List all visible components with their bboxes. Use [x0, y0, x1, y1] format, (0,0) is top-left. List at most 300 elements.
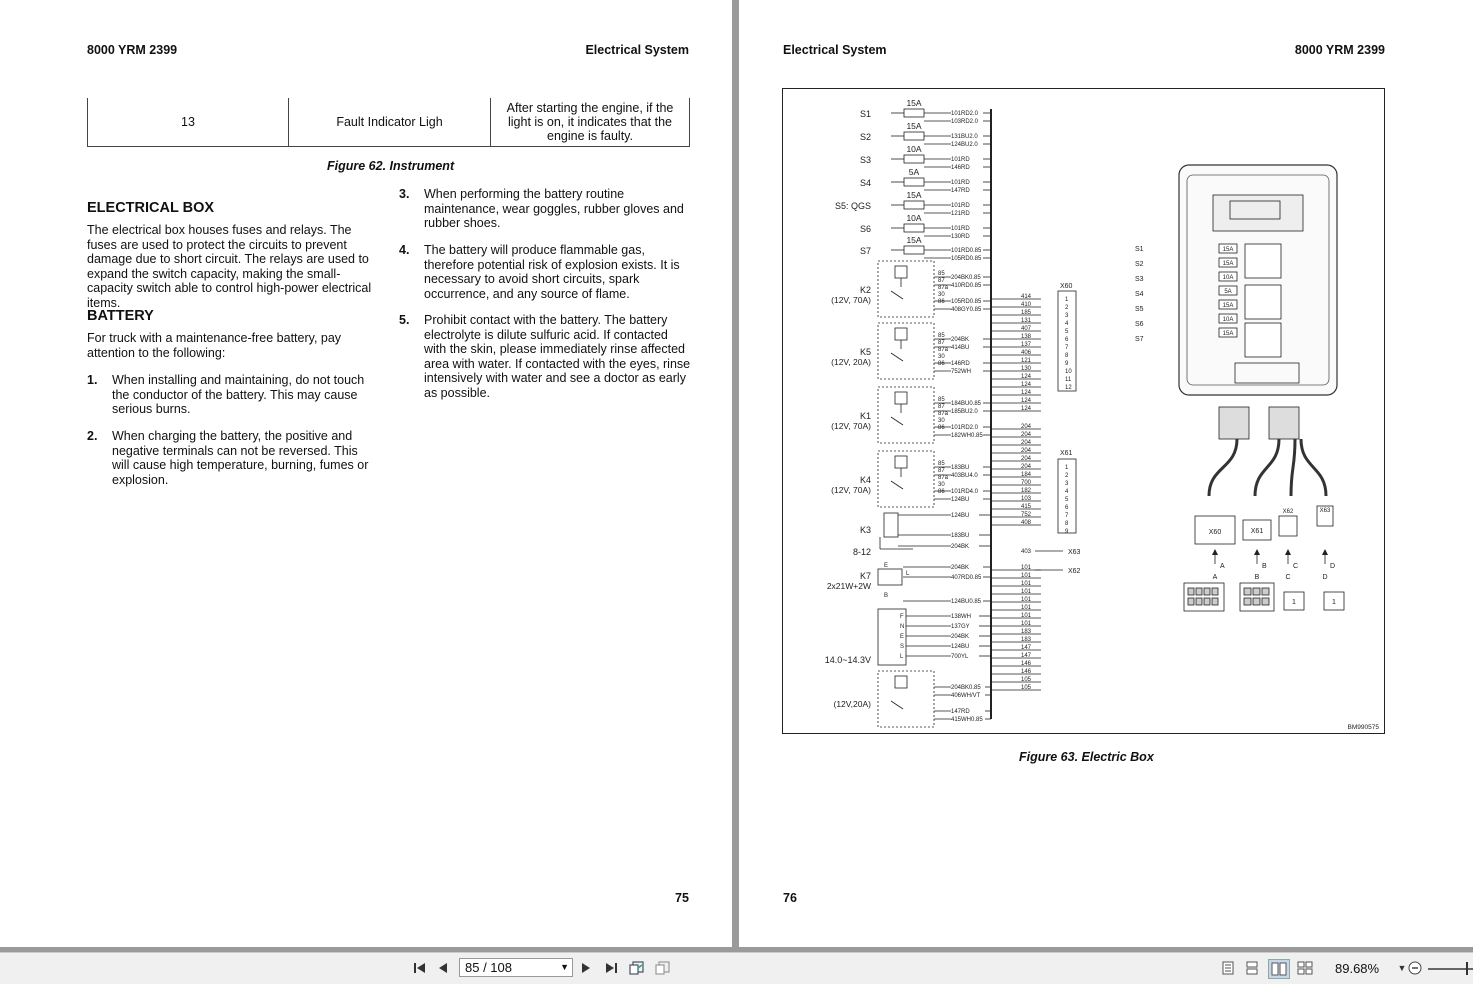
right-page	[739, 0, 1473, 947]
relay-wire-label: 408GY0.85	[951, 307, 982, 313]
connector-arrow-head	[1212, 549, 1218, 555]
pinface-a-pin	[1212, 588, 1218, 595]
fuse-wire-label: 101RD	[951, 203, 970, 209]
connector-x61-label: X61	[1250, 528, 1264, 535]
zoom-slider-handle[interactable]	[1466, 962, 1468, 975]
x60-wire-number: 414	[1021, 294, 1032, 300]
x61-label: X61	[1060, 450, 1073, 457]
relay-pin-label: 87a	[938, 285, 949, 291]
fuse-wire-label: 105RD0.85	[951, 256, 982, 262]
fuse-label: S6	[859, 224, 871, 234]
pinface-a-pin	[1204, 588, 1210, 595]
relay-pin-label: 87	[938, 278, 945, 284]
relay-coil	[895, 392, 907, 404]
fuse-wire-label: 147RD	[951, 188, 970, 194]
x62-wire-number: 101	[1021, 597, 1032, 603]
relay-wire-label: 410RD0.85	[951, 283, 982, 289]
x60-pin: 3	[1065, 313, 1069, 319]
connector-letter: B	[1262, 563, 1267, 570]
harness-cable	[1209, 439, 1237, 496]
x60-label: X60	[1060, 283, 1073, 290]
list-item-text: When charging the battery, the positive and negative terminals can not be reversed. This will cause high temperature, burning, fumes or explosion.	[112, 429, 369, 487]
box-fuse-label: S6	[1135, 321, 1144, 328]
relay-coil	[895, 676, 907, 688]
first-page-icon[interactable]	[411, 959, 429, 977]
electric-box-figure	[782, 88, 1385, 734]
box-fuse-rating: 15A	[1222, 331, 1234, 337]
fuse-icon	[904, 155, 924, 163]
x62-wire-number: 146	[1021, 661, 1032, 667]
relay-pin-label: 30	[938, 418, 945, 424]
previous-page-icon[interactable]	[434, 959, 452, 977]
x61-pin: 1	[1065, 465, 1069, 471]
connector-x62-label: X62	[1282, 509, 1294, 515]
list-item-text: When installing and maintaining, do not touch the conductor of the battery. This may cause serious burns.	[112, 373, 365, 416]
left-header-doc-id: 8000 YRM 2399	[87, 43, 178, 57]
relay-outline	[878, 671, 934, 727]
relay-wire-label: 105RD0.85	[951, 299, 982, 305]
fuse-label: S7	[859, 246, 871, 256]
x61-wire-number: 204	[1021, 464, 1032, 470]
fuse-icon	[904, 201, 924, 209]
x60-pin: 6	[1065, 337, 1069, 343]
x63-wire-number: 403	[1021, 549, 1032, 555]
relay-pin-label: 86	[938, 361, 945, 367]
fuse-wire-label: 131BU2.0	[951, 134, 978, 140]
x62-wire-number: 101	[1021, 613, 1032, 619]
x61-wire-number: 184	[1021, 472, 1032, 478]
fuse-wire-label: 124BU2.0	[951, 142, 978, 148]
x61-pin: 7	[1065, 513, 1069, 519]
k3-name: K3	[859, 525, 871, 535]
x60-wire-number: 131	[1021, 318, 1032, 324]
relay-wire-label: 752WH	[951, 369, 972, 375]
zoom-out-icon[interactable]	[1406, 959, 1424, 977]
regulator-pin-label: S	[900, 644, 905, 650]
cable-gland	[1269, 407, 1299, 439]
pinface-b-pin	[1253, 588, 1260, 595]
x61-wire-number: 408	[1021, 520, 1032, 526]
relay-outline	[878, 451, 934, 507]
list-item-text: When performing the battery routine maintenance, wear goggles, rubber gloves and rubber shoes.	[424, 187, 684, 230]
flasher-wire-label: 407RD0.85	[951, 575, 982, 581]
flasher-name: K7	[859, 571, 871, 581]
relay-outline	[878, 323, 934, 379]
cable-gland	[1219, 407, 1249, 439]
electrical-box-heading: ELECTRICAL BOX	[87, 200, 215, 216]
connector-letter: A	[1220, 563, 1225, 570]
relay-pin-label: 30	[938, 354, 945, 360]
harness-cable	[1255, 439, 1279, 496]
x62-wire-number: 101	[1021, 565, 1032, 571]
relay-contact	[891, 291, 903, 299]
pinface-a-pin	[1212, 598, 1218, 605]
x62-wire-number: 183	[1021, 637, 1032, 643]
relay-pin-label: 86	[938, 489, 945, 495]
relay-wire-label: 101RD4.0	[951, 489, 979, 495]
fuse-icon	[904, 109, 924, 117]
x62-wire-number: 183	[1021, 629, 1032, 635]
regulator-wire-label: 138WH	[951, 614, 972, 620]
x60-wire-number: 406	[1021, 350, 1032, 356]
connector-letter: C	[1293, 563, 1299, 570]
x62-wire-number: 105	[1021, 685, 1032, 691]
continuous-facing-view-icon[interactable]	[1296, 959, 1314, 977]
continuous-view-icon[interactable]	[1243, 959, 1261, 977]
relay-pin-label: 30	[938, 482, 945, 488]
relay-pin-label: 87	[938, 404, 945, 410]
relay-wire-label: 204BK	[951, 337, 970, 343]
flasher-icon	[878, 569, 902, 585]
box-relay-slot	[1245, 285, 1281, 319]
box-relay-slot	[1245, 323, 1281, 357]
x61-wire-number: 204	[1021, 424, 1032, 430]
go-forward-view-icon[interactable]	[654, 959, 672, 977]
x60-pin: 4	[1065, 321, 1069, 327]
relay-name: K5	[859, 347, 871, 357]
fuse-icon	[904, 224, 924, 232]
regulator-wire-label: 700YL	[951, 654, 969, 660]
connector-letter: A	[1212, 574, 1218, 581]
relay-wire-label: 204BK0.85	[951, 685, 981, 691]
relay-pin-label: 85	[938, 461, 945, 467]
pinface-a-pin	[1204, 598, 1210, 605]
left-header-section: Electrical System	[585, 43, 689, 57]
fuse-label: S4	[859, 178, 871, 188]
x61-wire-number: 204	[1021, 432, 1032, 438]
facing-pages-view-icon[interactable]	[1268, 959, 1290, 979]
fuse-wire-label: 101RD0.85	[951, 248, 982, 254]
connector-x63-label: X63	[1319, 508, 1331, 514]
battery-intro: For truck with a maintenance-free battery, pay attention to the following:	[87, 331, 342, 360]
x61-wire-number: 103	[1021, 496, 1032, 502]
x61-wire-number: 204	[1021, 440, 1032, 446]
box-fuse-rating: 15A	[1222, 303, 1234, 309]
x61-wire-number: 752	[1021, 512, 1032, 518]
fuse-wire-label: 101RD	[951, 226, 970, 232]
electrical-box-paragraph: The electrical box houses fuses and relays. The fuses are used to protect the circuits to prevent damage due to short circuit. The relays are used to expand the switch capacity, making the small-capacity switch able to control high-power electrical items.	[87, 223, 372, 310]
relay-wire-label: 101RD2.0	[951, 425, 979, 431]
x60-wire-number: 137	[1021, 342, 1032, 348]
fuse-rating: 5A	[908, 167, 920, 177]
fuse-icon	[904, 246, 924, 254]
instrument-table	[87, 98, 690, 147]
connector-arrow-head	[1322, 549, 1328, 555]
relay-contact	[891, 353, 903, 361]
right-header-section: Electrical System	[783, 43, 887, 57]
fuse-wire-label: 101RD	[951, 157, 970, 163]
relay-coil	[895, 328, 907, 340]
list-item-number: 3.	[399, 187, 410, 201]
fuse-icon	[904, 178, 924, 186]
relay-pin-label: 85	[938, 271, 945, 277]
single-page-view-icon[interactable]	[1219, 959, 1237, 977]
right-header-doc-id: 8000 YRM 2399	[1294, 43, 1385, 57]
x62-wire-number: 101	[1021, 621, 1032, 627]
fuse-label: S5: QGS	[834, 201, 871, 211]
relay-wire-label: 414BU	[951, 345, 970, 351]
fuse-label: S2	[859, 132, 871, 142]
relay-contact	[891, 417, 903, 425]
chevron-down-icon: ▼	[560, 962, 569, 972]
x60-wire-number: 124	[1021, 374, 1032, 380]
pinface-a-pin	[1188, 588, 1194, 595]
regulator-wire-label: 204BK	[951, 634, 970, 640]
fuse-rating: 10A	[906, 144, 922, 154]
fuse-icon	[904, 132, 924, 140]
relay-coil	[895, 266, 907, 278]
zoom-level[interactable]: 89.68%	[1335, 961, 1380, 976]
x61-pin: 8	[1065, 521, 1069, 527]
x60-pin: 5	[1065, 329, 1069, 335]
box-fuse-rating: 5A	[1224, 289, 1232, 295]
box-fuse-rating: 10A	[1222, 317, 1234, 323]
list-item-number: 1.	[87, 373, 98, 387]
x60-pin: 2	[1065, 305, 1069, 311]
x60-pin: 8	[1065, 353, 1069, 359]
box-fuse-label: S3	[1135, 276, 1144, 283]
k3-wire-label: 124BU	[951, 513, 970, 519]
relay-wire-label: 415WH0.85	[951, 717, 983, 723]
x62-wire-number: 146	[1021, 669, 1032, 675]
relay-wire-label: 406WH/VT	[951, 693, 981, 699]
box-relay-slot	[1245, 244, 1281, 278]
relay-pin-label: 86	[938, 299, 945, 305]
x60-wire-number: 124	[1021, 390, 1032, 396]
figure-62-caption: Figure 62. Instrument	[327, 159, 455, 173]
regulator-wire-label: 137GY	[951, 624, 970, 630]
box-fuse-label: S7	[1135, 336, 1144, 343]
connector-letter: D	[1322, 574, 1328, 581]
connector-arrow-head	[1285, 549, 1291, 555]
pinface-a-pin	[1196, 598, 1202, 605]
x62-wire-number: 101	[1021, 605, 1032, 611]
connector-letter: D	[1330, 563, 1336, 570]
flasher-pin-label: E	[884, 563, 889, 569]
fuse-wire-label: 121RD	[951, 211, 970, 217]
regulator-pin-label: F	[900, 614, 904, 620]
regulator-pin-label: L	[900, 654, 904, 660]
x60-wire-number: 138	[1021, 334, 1032, 340]
page-number-select[interactable]	[459, 958, 573, 977]
regulator-wire-label: 124BU	[951, 644, 970, 650]
box-fuse-label: S1	[1135, 246, 1144, 253]
list-item-text: Prohibit contact with the battery. The battery electrolyte is dilute sulfuric acid. If contacted with the skin, please immediately rinse affected area with water. If contacted with the eyes, rinse intensively with water and see a doctor as early as possible.	[424, 313, 691, 400]
pinface-b-pin	[1244, 588, 1251, 595]
relay-pin-label: 87a	[938, 411, 949, 417]
regulator-pin-label: E	[900, 634, 905, 640]
relay-spec: (12V, 70A)	[831, 485, 871, 495]
list-item-text: The battery will produce flammable gas, therefore potential risk of explosion exists. It is necessary to avoid short circuits, spark occurrence, and any source of flame.	[424, 243, 680, 301]
relay-wire-label: 147RD	[951, 709, 970, 715]
pinface-a-pin	[1196, 588, 1202, 595]
x60-wire-number: 130	[1021, 366, 1032, 372]
fuse-label: S3	[859, 155, 871, 165]
x60-wire-number: 124	[1021, 398, 1032, 404]
x62-wire-number: 147	[1021, 653, 1032, 659]
relay-name: K2	[859, 285, 871, 295]
relay-pin-label: 87	[938, 468, 945, 474]
connector-letter: C	[1285, 574, 1291, 581]
table-cell-number: 13	[88, 98, 289, 146]
last-page-icon[interactable]	[602, 959, 620, 977]
relay-pin-label: 85	[938, 397, 945, 403]
relay-pin-label: 87	[938, 340, 945, 346]
x62-wire-number: 101	[1021, 573, 1032, 579]
relay-wire-label: 183BU	[951, 465, 970, 471]
list-item-number: 5.	[399, 313, 410, 327]
relay-contact	[891, 701, 903, 709]
x60-pin: 12	[1065, 385, 1072, 391]
relay-name: K1	[859, 411, 871, 421]
x60-pin: 9	[1065, 361, 1069, 367]
relay-spec: (12V, 20A)	[831, 357, 871, 367]
zoom-dropdown-icon[interactable]: ▼	[1397, 963, 1407, 973]
table-cell-name: Fault Indicator Ligh	[289, 98, 491, 146]
fuse-wire-label: 101RD2.0	[951, 111, 979, 117]
next-page-icon[interactable]	[577, 959, 595, 977]
relay-spec: (12V,20A)	[833, 699, 871, 709]
wiring-diagram	[783, 89, 1383, 732]
x60-wire-number: 124	[1021, 406, 1032, 412]
figure-63-caption: Figure 63. Electric Box	[1019, 750, 1154, 764]
fuse-rating: 15A	[906, 98, 922, 108]
figure-id-label: BM990575	[1347, 724, 1379, 731]
fuse-rating: 15A	[906, 235, 922, 245]
x61-pin: 2	[1065, 473, 1069, 479]
relay-spec: (12V, 70A)	[831, 295, 871, 305]
pinface-b-pin	[1262, 588, 1269, 595]
relay-coil	[895, 456, 907, 468]
relay-pin-label: 87a	[938, 347, 949, 353]
relay-pin-label: 85	[938, 333, 945, 339]
harness-cable	[1291, 439, 1295, 496]
relay-wire-label: 403BU4.0	[951, 473, 978, 479]
x60-pin: 7	[1065, 345, 1069, 351]
relay-spec: (12V, 70A)	[831, 421, 871, 431]
fuse-rating: 10A	[906, 213, 922, 223]
x60-pin: 10	[1065, 369, 1072, 375]
pinface-a-pin	[1188, 598, 1194, 605]
x60-pin: 1	[1065, 297, 1069, 303]
x62-wire-number: 147	[1021, 645, 1032, 651]
x62-wire-number: 105	[1021, 677, 1032, 683]
left-page	[0, 0, 732, 947]
x61-wire-number: 204	[1021, 456, 1032, 462]
x61-pin: 5	[1065, 497, 1069, 503]
x60-wire-number: 124	[1021, 382, 1032, 388]
fuse-wire-label: 130RD	[951, 234, 970, 240]
connector-x60-label: X60	[1208, 529, 1222, 536]
pinface-b	[1240, 583, 1274, 611]
flasher-wire-label: 124BU0.85	[951, 599, 982, 605]
relay-outline	[878, 261, 934, 317]
relay-pin-label: 30	[938, 292, 945, 298]
list-item-number: 2.	[87, 429, 98, 443]
relay-name: K4	[859, 475, 871, 485]
harness-cable	[1301, 439, 1326, 496]
x60-wire-number: 410	[1021, 302, 1032, 308]
relay-pin-label: 86	[938, 425, 945, 431]
go-back-view-icon[interactable]	[628, 959, 646, 977]
box-fuse-label: S2	[1135, 261, 1144, 268]
pinface-b-pin	[1253, 598, 1260, 605]
x61-wire-number: 182	[1021, 488, 1032, 494]
relay-contact	[891, 481, 903, 489]
pinface-a	[1184, 583, 1224, 611]
x61-wire-number: 415	[1021, 504, 1032, 510]
relay-outline	[878, 387, 934, 443]
list-item-number: 4.	[399, 243, 410, 257]
page-indicator: 85 / 108	[465, 960, 512, 975]
fuse-rating: 15A	[906, 121, 922, 131]
pinface-d-pin: 1	[1332, 599, 1336, 606]
x62-wire-number: 101	[1021, 589, 1032, 595]
flasher-pin-label: L	[906, 571, 910, 577]
x62-wire-number: 101	[1021, 581, 1032, 587]
box-fuse-rating: 15A	[1222, 247, 1234, 253]
connector-arrow-head	[1254, 549, 1260, 555]
k3-wire-label: 204BK	[951, 544, 970, 550]
x61-wire-number: 700	[1021, 480, 1032, 486]
fuse-wire-label: 103RD2.0	[951, 119, 979, 125]
relay-wire-label: 124BU	[951, 497, 970, 503]
connector-letter: B	[1254, 574, 1260, 581]
x62-label: X62	[1068, 568, 1081, 575]
battery-heading: BATTERY	[87, 308, 154, 324]
regulator-pin-label: N	[900, 624, 905, 630]
x60-wire-number: 185	[1021, 310, 1032, 316]
connector-x62-body	[1279, 516, 1297, 536]
fuse-wire-label: 101RD	[951, 180, 970, 186]
flasher-pin-label: B	[884, 593, 889, 599]
relay-wire-label: 184BU0.85	[951, 401, 982, 407]
pinface-b-pin	[1244, 598, 1251, 605]
flasher-spec: 2x21W+2W	[826, 581, 871, 591]
x60-pin: 11	[1065, 377, 1072, 383]
pinface-c-pin: 1	[1292, 599, 1296, 606]
table-cell-description: After starting the engine, if the light is on, it indicates that the engine is faulty.	[506, 101, 674, 143]
relay-wire-label: 146RD	[951, 361, 970, 367]
relay-wire-label: 182WH0.85	[951, 433, 983, 439]
left-page-number: 75	[675, 891, 689, 905]
x60-wire-number: 407	[1021, 326, 1032, 332]
relay-pin-label: 87a	[938, 475, 949, 481]
relay-wire-label: 204BK0.85	[951, 275, 981, 281]
x61-pin: 9	[1065, 529, 1069, 535]
k3-icon	[884, 513, 898, 537]
x63-label: X63	[1068, 549, 1081, 556]
k3-wire-label: 183BU	[951, 533, 970, 539]
viewer-toolbar	[0, 952, 1473, 984]
box-fuse-rating: 10A	[1222, 275, 1234, 281]
x61-wire-number: 204	[1021, 448, 1032, 454]
box-fuse-rating: 15A	[1222, 261, 1234, 267]
relay-wire-label: 185BU2.0	[951, 409, 978, 415]
x60-wire-number: 121	[1021, 358, 1032, 364]
flasher-range: 8-12	[852, 547, 871, 557]
flasher-wire-label: 204BK	[951, 565, 970, 571]
right-page-number: 76	[783, 891, 797, 905]
box-fuse-label: S4	[1135, 291, 1144, 298]
x61-pin: 6	[1065, 505, 1069, 511]
fuse-label: S1	[859, 109, 871, 119]
x61-pin: 4	[1065, 489, 1069, 495]
box-fuse-label: S5	[1135, 306, 1144, 313]
regulator-label: 14.0~14.3V	[824, 655, 871, 665]
fuse-rating: 15A	[906, 190, 922, 200]
electric-box-cover	[1213, 195, 1303, 231]
